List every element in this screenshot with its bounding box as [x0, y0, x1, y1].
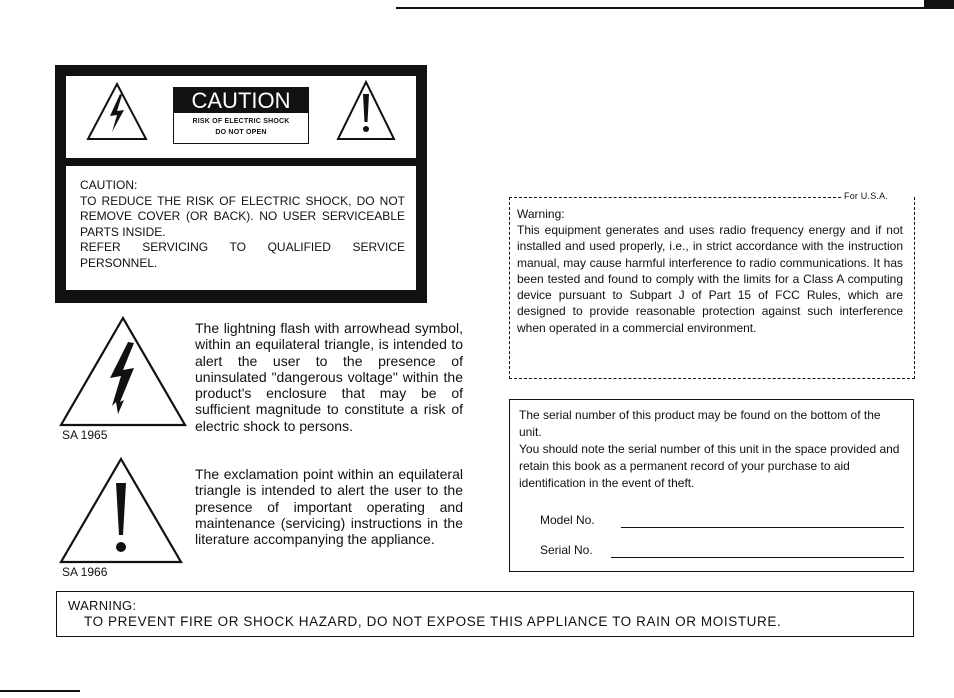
exclamation-description: The exclamation point within an equilateral triangle is intended to alert the user to the presence of important operating and maintenance (servicing) instructions in the literature accompanying the appliance.	[195, 466, 463, 548]
bottom-rule	[0, 690, 80, 692]
caution-line2: REFER SERVICING TO QUALIFIED SERVICE PERSONNEL.	[80, 240, 405, 270]
lightning-symbol-icon	[58, 316, 188, 428]
caution-label-title: CAUTION	[174, 88, 308, 113]
serial-text	[519, 407, 905, 492]
caution-label-line2: DO NOT OPEN	[215, 129, 267, 136]
lightning-triangle-icon	[86, 82, 148, 142]
top-rule-thin	[396, 7, 954, 9]
top-rule-thick	[924, 0, 954, 9]
warning-text: TO PREVENT FIRE OR SHOCK HAZARD, DO NOT EXPOSE THIS APPLIANCE TO RAIN OR MOISTURE.	[84, 614, 782, 629]
caution-text	[80, 178, 405, 271]
serial-line1: The serial number of this product may be found on the bottom of the unit.	[519, 408, 881, 439]
exclamation-symbol-icon	[58, 457, 184, 565]
top-rule	[396, 0, 954, 10]
caution-label-block	[173, 87, 309, 144]
exclamation-code: SA 1966	[62, 565, 108, 579]
fcc-body: This equipment generates and uses radio frequency energy and if not installed and used properly, i.e., in strict accordance with the instruction manual, may cause harmful interference to radio communications. It has been tested and found to comply with the limits for a Class A computing device pursuant to Subpart J of Part 15 of FCC Rules, which are designed to provide reasonable protection against such interference when operated in a commercial environment.	[517, 223, 903, 335]
model-no-field[interactable]	[621, 527, 904, 528]
caution-line1: TO REDUCE THE RISK OF ELECTRIC SHOCK, DO NOT REMOVE COVER (OR BACK). NO USER SERVICEABLE PARTS INSIDE.	[80, 193, 405, 239]
serial-line2: You should note the serial number of this unit in the space provided and retain this book as a permanent record of your purchase to aid identification in the event of theft.	[519, 442, 900, 490]
lightning-code: SA 1965	[62, 428, 108, 442]
fcc-title: Warning:	[517, 207, 565, 221]
exclamation-triangle-icon	[336, 80, 396, 142]
caution-heading: CAUTION:	[80, 178, 138, 192]
lightning-description: The lightning flash with arrowhead symbol, within an equilateral triangle, is intended to alert the user to the presence of uninsulated "dangerous voltage" within the product's enclosure that may be of sufficient magnitude to constitute a risk of electric shock to persons.	[195, 320, 463, 434]
serial-no-label: Serial No.	[540, 543, 593, 557]
fcc-region-tag: For U.S.A.	[844, 191, 889, 201]
serial-no-field[interactable]	[611, 557, 904, 558]
warning-title: WARNING:	[68, 598, 137, 613]
caution-label-line1: RISK OF ELECTRIC SHOCK	[192, 118, 290, 125]
model-no-label: Model No.	[540, 513, 595, 527]
